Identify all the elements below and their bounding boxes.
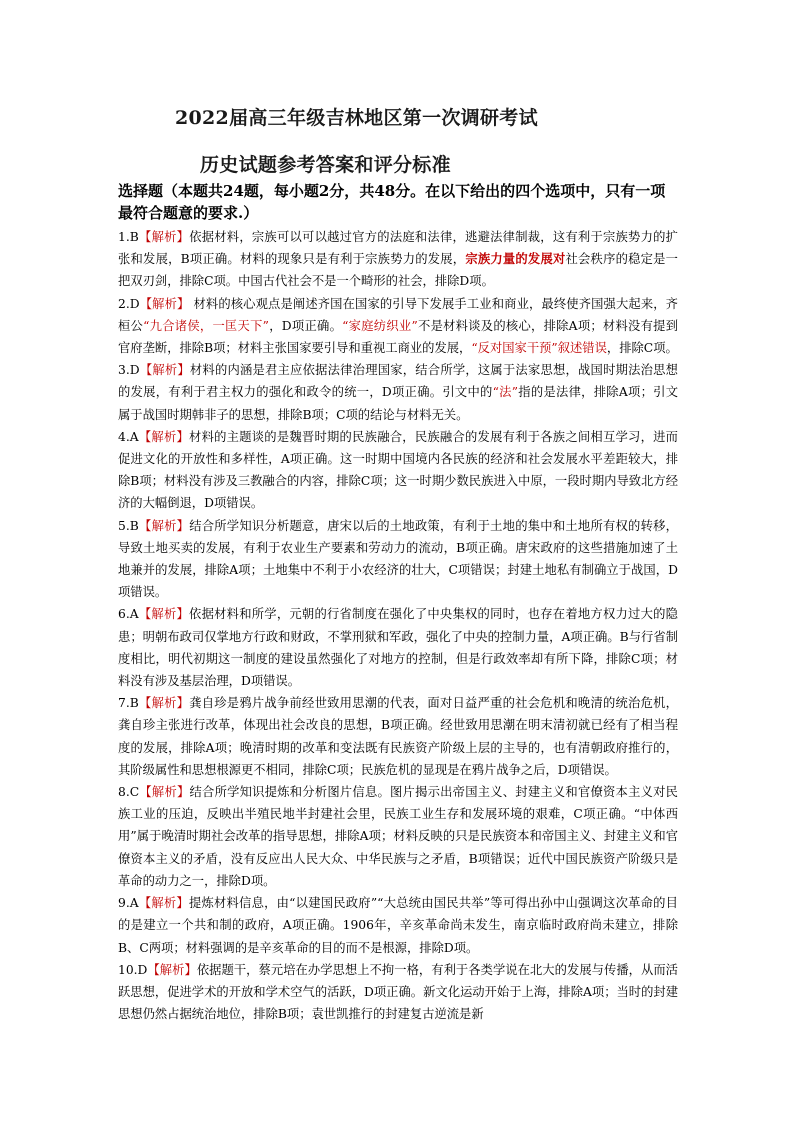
answer-item <box>118 293 678 360</box>
analysis-text: 依据题干，蔡元培在办学思想上不拘一格，有利于各类学说在北大的发展与传播，从而活跃思想，促进学术的开放和学术空气的活跃，D项正确。新文化运动开始于上海，排除A项；当时的封建思想仍然占据统治地位，排除B项；袁世凯推行的封建复古逆流是新 <box>118 962 678 1022</box>
analysis-tag: 【解析】 <box>139 363 190 378</box>
answer-number: 1.B <box>118 230 139 244</box>
answer-item <box>118 359 678 426</box>
document-title: 2022届高三年级吉林地区第一次调研考试 <box>175 107 538 129</box>
answer-item <box>118 603 678 692</box>
answer-item <box>118 781 678 892</box>
answer-list <box>118 226 678 1025</box>
analysis-text: 依据材料和所学，元朝的行省制度在强化了中央集权的同时，也存在着地方权力过大的隐患；明朝布政司仅掌地方行政和财政，不掌刑狱和军政，强化了中央的控制力量，A项正确。B与行省制度相比，明代初期这一制度的建设虽然强化了对地方的控制，但是行政效率却有所下降，排除C项；材料没有涉及基层治理，D项错误。 <box>118 607 678 689</box>
answer-number: 2.D <box>118 296 140 311</box>
analysis-tag: 【解析】 <box>138 429 190 444</box>
analysis-tag: 【解析】 <box>138 896 189 911</box>
section-intro: 选择题（本题共24题，每小题2分，共48分。在以下给出的四个选项中，只有一项最符合题意的要求.） <box>118 182 666 222</box>
analysis-tag: 【解析】 <box>147 962 197 977</box>
analysis-tag: 【解析】 <box>139 785 190 800</box>
analysis-text: 指的是法律，排除A项；引文属于战国时期韩非子的思想，排除B项；C项的结论与材料无关。 <box>118 385 678 422</box>
answer-number: 8.C <box>118 785 140 800</box>
analysis-text: 材料的核心观点是阐述齐国在国家的引导下发展手工业和商业，最终使齐国强大起来，齐桓公 <box>118 296 678 333</box>
answer-number: 10.D <box>118 962 148 977</box>
highlighted-text: “反对国家干预”叙述错误 <box>471 341 607 356</box>
analysis-text: ，D项正确。 <box>268 318 343 333</box>
answer-number: 4.A <box>118 429 139 444</box>
highlighted-text: 宗族力量的发展对 <box>465 251 566 267</box>
answer-item <box>118 515 678 604</box>
highlighted-text: “九合诸侯，一匡天下” <box>143 318 269 333</box>
answer-item <box>118 959 678 1026</box>
analysis-text: 结合所学知识分析题意，唐宋以后的土地政策，有利于土地的集中和土地所有权的转移，导致土地买卖的发展，有利于农业生产要素和劳动力的流动，B项正确。唐宋政府的这些措施加速了土地兼并的发展，排除A项；土地集中不利于小农经济的壮大，C项错误；封建土地私有制确立于战国，D项错误。 <box>118 518 678 600</box>
analysis-text: ，排除C项。 <box>606 341 678 356</box>
analysis-text: 材料的内涵是君主应依据法律治理国家，结合所学，这属于法家思想，战国时期法治思想的发展，有利于君主权力的强化和政令的统一，D项正确。引文中的 <box>118 363 678 400</box>
answer-number: 6.A <box>118 607 139 622</box>
analysis-text: 不是材料谈及的核心，排除A项；材料没有提到官府垄断，排除B项；材料主张国家要引导和重视工商业的发展， <box>118 318 679 356</box>
analysis-text: 社会秩序的稳定是一把双刃剑，排除C项。中国古代社会不是一个畸形的社会，排除D项。 <box>118 252 678 289</box>
analysis-tag: 【解析】 <box>139 296 190 311</box>
analysis-tag: 【解析】 <box>138 607 190 622</box>
analysis-text: 提炼材料信息，由“以建国民政府”“大总统由国民共举”等可得出孙中山强调这次革命的目的是建立一个共和制的政府，A项正确。1906年，辛亥革命尚未发生，南京临时政府尚未建立，排除B、C两项；材料强调的是辛亥革命的目的而不是根源，排除D项。 <box>118 896 678 955</box>
analysis-tag: 【解析】 <box>138 230 190 244</box>
answer-number: 9.A <box>118 896 139 911</box>
answer-item <box>118 692 678 781</box>
analysis-tag: 【解析】 <box>138 696 190 711</box>
answer-item <box>118 226 678 293</box>
highlighted-text: “法” <box>492 385 519 400</box>
answer-number: 7.B <box>118 696 139 711</box>
analysis-text: 依据材料，宗族可以可以越过官方的法庭和法律，逃避法律制裁，这有利于宗族势力的扩张和发展，B项正确。材料的现象只是有利于宗族势力的发展， <box>118 230 678 267</box>
answer-item <box>118 426 678 515</box>
highlighted-text: “家庭纺织业” <box>342 318 418 333</box>
answer-number: 5.B <box>118 518 139 533</box>
analysis-text: 材料的主题谈的是魏晋时期的民族融合，民族融合的发展有利于各族之间相互学习，进而促进文化的开放性和多样性，A项正确。这一时期中国境内各民族的经济和社会发展水平差距较大，排除B项；材料没有涉及三教融合的内容，排除C项；这一时期少数民族进入中原，一段时期内导致北方经济的大幅倒退，D项错误。 <box>118 429 678 511</box>
analysis-tag: 【解析】 <box>138 518 190 533</box>
answer-number: 3.D <box>118 363 140 378</box>
answer-body <box>118 180 678 1025</box>
analysis-text: 结合所学知识提炼和分析图片信息。图片揭示出帝国主义、封建主义和官僚资本主义对民族工业的压迫，反映出半殖民地半封建社会里，民族工业生存和发展环境的艰难，C项正确。“中体西用”属于晚清时期社会改革的指导思想，排除A项；材料反映的只是民族资本和帝国主义、封建主义和官僚资本主义的矛盾，没有反应出人民大众、中华民族与之矛盾，B项错误；近代中国民族资产阶级只是革命的动力之一，排除D项。 <box>118 785 678 888</box>
answer-item <box>118 892 678 959</box>
document-subtitle: 历史试题参考答案和评分标准 <box>200 154 451 176</box>
analysis-text: 龚自珍是鸦片战争前经世致用思潮的代表，面对日益严重的社会危机和晚清的统治危机，龚自珍主张进行改革，体现出社会改良的思想，B项正确。经世致用思潮在明末清初就已经有了相当程度的发展，排除A项；晚清时期的改革和变法既有民族资产阶级上层的主导的，也有清朝政府推行的，其阶级属性和思想根源更不相同，排除C项；民族危机的显现是在鸦片战争之后，D项错误。 <box>118 696 678 777</box>
